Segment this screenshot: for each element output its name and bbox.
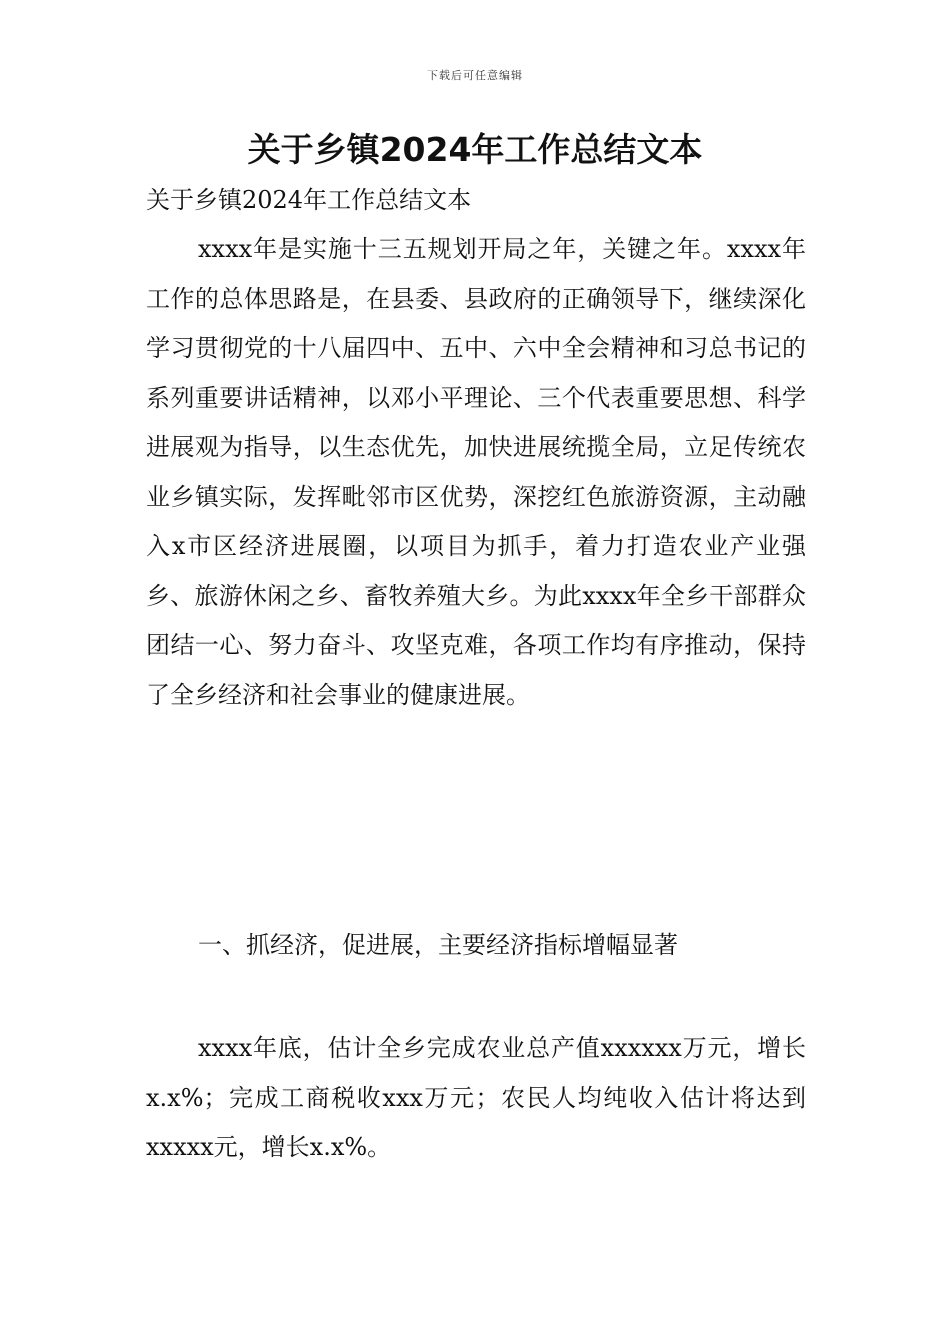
intro-paragraph: xxxx年是实施十三五规划开局之年，关键之年。xxxx年工作的总体思路是，在县委、县政府的正确领导下，继续深化学习贯彻党的十八届四中、五中、六中全会精神和习总书记的系列重要讲话精神，以邓小平理论、三个代表重要思想、科学进展观为指导，以生态优先，加快进展统揽全局，立足传统农业乡镇实际，发挥毗邻市区优势，深挖红色旅游资源，主动融入x市区经济进展圈，以项目为抓手，着力打造农业产业强乡、旅游休闲之乡、畜牧养殖大乡。为此xxxx年全乡干部群众团结一心、努力奋斗、攻坚克难，各项工作均有序推动，保持了全乡经济和社会事业的健康进展。: [146, 235, 806, 709]
section-paragraph: xxxx年底，估计全乡完成农业总产值xxxxxx万元，增长x.x%；完成工商税收xxx万元；农民人均纯收入估计将达到xxxxx元，增长x.x%。: [146, 1034, 806, 1161]
section-heading: 一、抓经济，促进展，主要经济指标增幅显著: [198, 931, 678, 959]
document-subtitle: 关于乡镇2024年工作总结文本: [146, 186, 472, 214]
document-title: 关于乡镇2024年工作总结文本: [247, 130, 703, 169]
header-note: 下载后可任意编辑: [427, 69, 523, 82]
